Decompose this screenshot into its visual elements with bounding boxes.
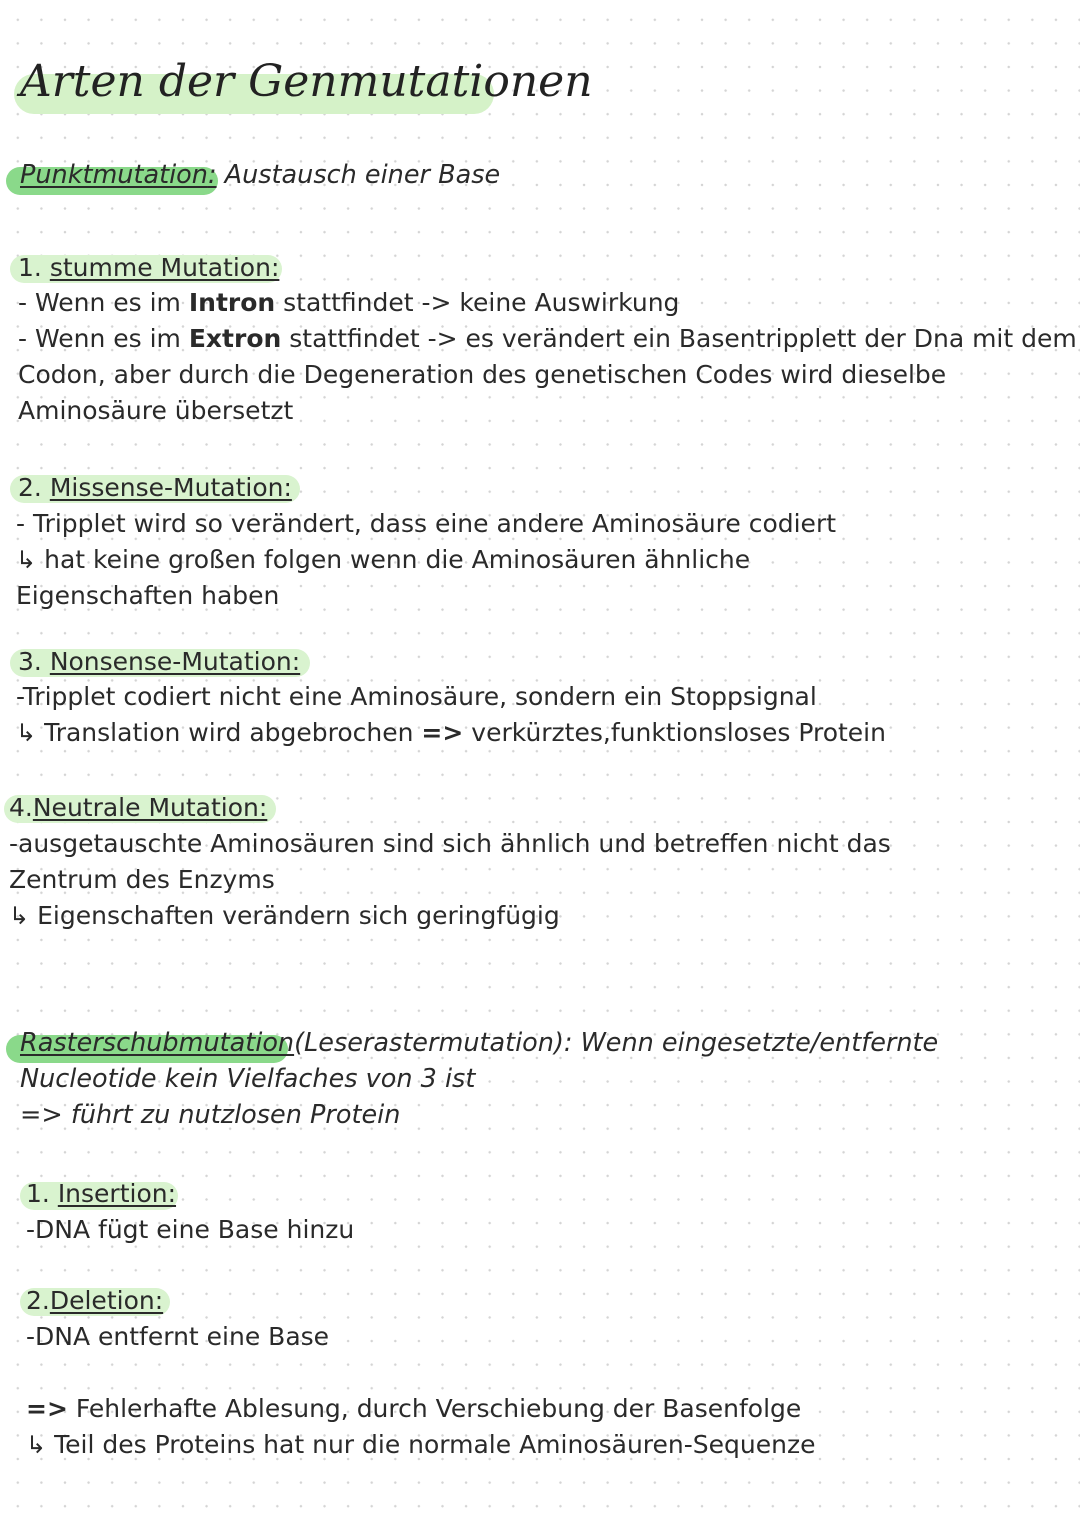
stumme-l1-pre: - Wenn es im (18, 288, 189, 317)
conclusion-l2-text: Teil des Proteins hat nur die normale Aminosäuren-Sequenze (54, 1430, 816, 1459)
conclusion-line-1 (26, 1391, 801, 1427)
raster-rest: (Leserastermutation): Wenn eingesetzte/entfernte (294, 1028, 939, 1058)
neutral-heading (9, 790, 267, 826)
nonsense-num: 3. (18, 647, 50, 676)
nonsense-heading-text: Nonsense-Mutation: (49, 647, 301, 676)
neutral-line-1: -ausgetauschte Aminosäuren sind sich ähnlich und betreffen nicht das (9, 829, 891, 858)
neutral-l3-text: Eigenschaften verändern sich geringfügig (37, 901, 560, 930)
raster-line-3: => führt zu nutzlosen Protein (20, 1100, 401, 1130)
missense-line-3: Eigenschaften haben (16, 581, 280, 610)
nonsense-l2-post: verkürztes,funktionsloses Protein (463, 718, 886, 747)
insertion-heading (26, 1176, 176, 1212)
stumme-line-2 (18, 321, 1077, 357)
raster-line-2: Nucleotide kein Vielfaches von 3 ist (20, 1064, 476, 1094)
stumme-l2-bold: Extron (188, 324, 282, 353)
deletion-heading (26, 1283, 163, 1319)
conclusion-line-2 (26, 1427, 815, 1463)
arrow-icon: ↳ (16, 719, 37, 747)
deletion-num: 2. (26, 1286, 50, 1315)
nonsense-l2-pre: Translation wird abgebrochen (44, 718, 422, 747)
stumme-line-3: Codon, aber durch die Degeneration des genetischen Codes wird dieselbe (18, 360, 947, 389)
stumme-l1-post: stattfindet -> keine Auswirkung (275, 288, 680, 317)
nonsense-line-1: -Tripplet codiert nicht eine Aminosäure, sondern ein Stoppsignal (16, 682, 817, 711)
raster-term: Rasterschubmutation (20, 1028, 295, 1058)
neutral-heading-text: Neutrale Mutation: (32, 793, 268, 822)
stumme-heading (18, 250, 279, 286)
missense-line-2 (16, 542, 750, 578)
missense-num: 2. (18, 473, 50, 502)
stumme-l2-pre: - Wenn es im (18, 324, 189, 353)
missense-line-1: - Tripplet wird so verändert, dass eine andere Aminosäure codiert (16, 509, 837, 538)
stumme-num: 1. (18, 253, 50, 282)
stumme-line-4: Aminosäure übersetzt (18, 396, 294, 425)
raster-heading (20, 1028, 938, 1058)
arrow-icon: ↳ (9, 902, 30, 930)
neutral-line-3 (9, 898, 560, 934)
deletion-heading-text: Deletion: (49, 1286, 164, 1315)
missense-heading-text: Missense-Mutation: (49, 473, 292, 502)
nonsense-line-2 (16, 715, 886, 751)
stumme-l2-post: stattfindet -> es verändert ein Basentripplett der Dna mit dem (281, 324, 1077, 353)
stumme-l1-bold: Intron (188, 288, 276, 317)
conclusion-bold: => (26, 1394, 68, 1423)
stumme-line-1 (18, 285, 679, 321)
missense-l2-text: hat keine großen folgen wenn die Aminosäuren ähnliche (44, 545, 751, 574)
nonsense-l2-bold: => (421, 718, 464, 747)
deletion-line-1: -DNA entfernt eine Base (26, 1322, 330, 1351)
nonsense-heading (18, 644, 300, 680)
conclusion-l1-text: Fehlerhafte Ablesung, durch Verschiebung der Basenfolge (67, 1394, 802, 1423)
stumme-heading-text: stumme Mutation: (49, 253, 280, 282)
punkt-colon: : (207, 160, 217, 190)
neutral-num: 4. (9, 793, 33, 822)
page-title: Arten der Genmutationen (20, 56, 593, 107)
arrow-icon: ↳ (26, 1431, 47, 1459)
insertion-line-1: -DNA fügt eine Base hinzu (26, 1215, 355, 1244)
punkt-heading (20, 160, 500, 190)
arrow-icon: ↳ (16, 546, 37, 574)
punkt-desc: Austausch einer Base (216, 160, 501, 190)
punkt-term: Punktmutation (20, 160, 208, 190)
insertion-heading-text: Insertion: (57, 1179, 177, 1208)
missense-heading (18, 470, 292, 506)
neutral-line-2: Zentrum des Enzyms (9, 865, 275, 894)
insertion-num: 1. (26, 1179, 58, 1208)
